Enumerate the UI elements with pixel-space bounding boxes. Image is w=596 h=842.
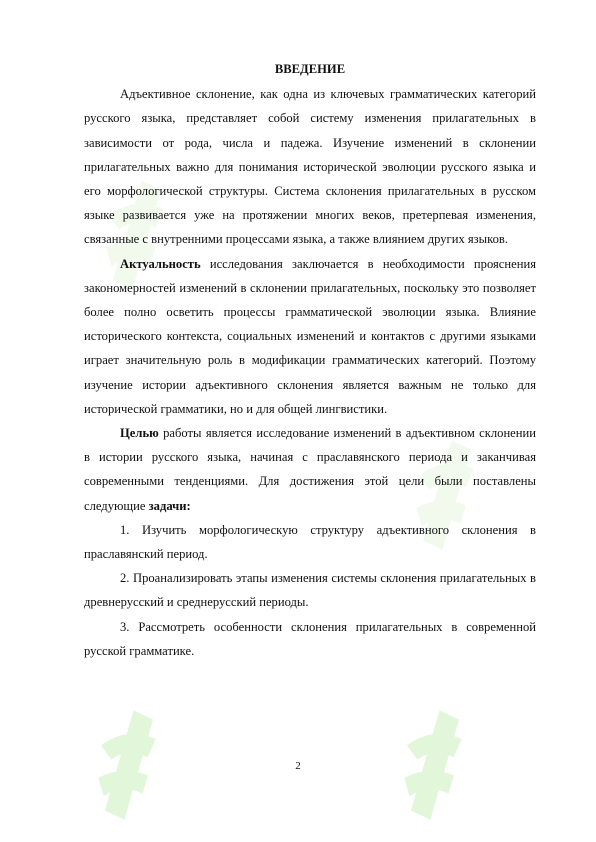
document-body <box>84 57 536 663</box>
goal-paragraph <box>84 421 536 518</box>
task-item-1: 1. Изучить морфологическую структуру адъективного склонения в праславянский период. <box>84 522 536 562</box>
relevance-paragraph <box>84 252 536 421</box>
section-title: ВВЕДЕНИЕ <box>274 62 346 76</box>
relevance-term: Актуальность <box>120 256 201 271</box>
goal-term: Целью <box>120 426 159 441</box>
relevance-text: исследования заключается в необходимости прояснения закономерностей изменений в склонении прилагательных, поскольку это позволяет более полно осветить процессы грамматической эволюции языка. Влияние исторического контекста, социальных изменений и контактов с другими языками играет значительную роль в модификации грамматических категорий. Поэтому изучение истории адъективного склонения является важным не только для исторической грамматики, но и для общей лингвистики. <box>84 256 536 416</box>
page-number: 2 <box>295 760 301 772</box>
task-item-2: 2. Проанализировать этапы изменения системы склонения прилагательных в древнерусский и среднерусский периоды. <box>84 571 536 610</box>
tasks-term: задачи: <box>148 498 191 513</box>
task-item-3: 3. Рассмотреть особенности склонения прилагательных в современной русской грамматике. <box>84 619 536 658</box>
intro-paragraph: Адъективное склонение, как одна из ключевых грамматических категорий русского языка, представляет собой систему изменения прилагательных в зависимости от рода, числа и падежа. Изучение изменений в склонении прилагательных важно для понимания исторической эволюции русского языка и его морфологической структуры. Система склонения прилагательных в русском языке развивается уже на протяжении многих веков, претерпевая изменения, связанные с внутренними процессами языка, а также влиянием других языков. <box>84 87 536 247</box>
goal-text: работы является исследование изменений в адъективном склонении в истории русского языка, начиная с праславянского периода и заканчивая современными тенденциями. Для достижения этой цели были поставлены следующие <box>84 426 536 513</box>
